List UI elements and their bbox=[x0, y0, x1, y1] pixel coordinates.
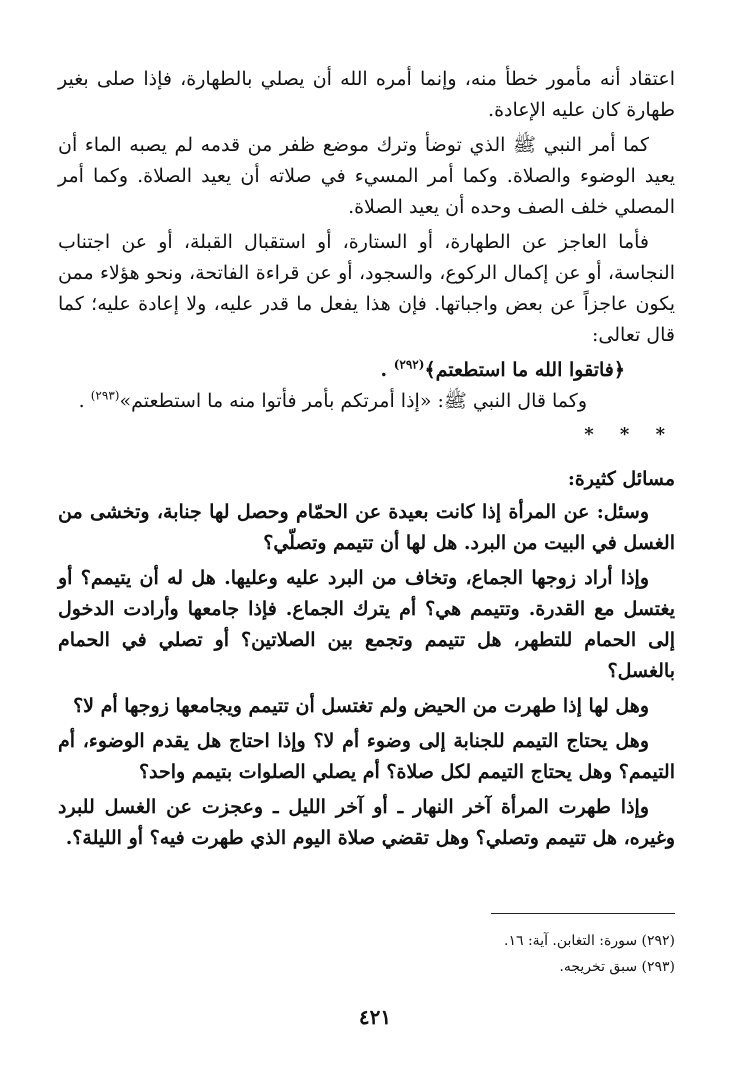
footnote-292: (٢٩٢) سورة: التغابن. آية: ١٦. bbox=[504, 933, 675, 949]
page-number: ٤٢١ bbox=[358, 1005, 392, 1029]
footnote-ref-292: (٢٩٢) bbox=[393, 357, 425, 372]
paragraph-2: كما أمر النبي ﷺ الذي توضأ وترك موضع ظفر من قدمه لم يصبه الماء أن يعيد الوضوء والصلاة. وكما أمر المسيء في صلاته أن يعيد الصلاة. وكما أمر المصلي خلف الصف وحده أن يعيد الصلاة. bbox=[58, 134, 675, 218]
section-heading: مسائل كثيرة: bbox=[567, 468, 675, 490]
footnote-divider bbox=[491, 913, 675, 914]
footnote-293: (٢٩٣) سبق تخريجه. bbox=[559, 959, 675, 975]
hadith-quote bbox=[58, 386, 675, 417]
footnote-ref-293: (٢٩٣) bbox=[90, 388, 120, 403]
question-5: وإذا طهرت المرأة آخر النهار ـ أو آخر الليل ـ وعجزت عن الغسل للبرد وغيره، هل تتيمم وتصلي؟ وهل تقضي صلاة اليوم الذي طهرت فيه؟ أو الليلة؟. bbox=[58, 796, 675, 849]
quran-verse bbox=[58, 355, 675, 386]
paragraph-3: فأما العاجز عن الطهارة، أو الستارة، أو استقبال القبلة، أو عن اجتناب النجاسة، أو عن إكمال الركوع، والسجود، أو عن قراءة الفاتحة، ونحو هؤلاء ممن يكون عاجزاً عن بعض واجباتها. فإن هذا يفعل ما قدر عليه، ولا إعادة عليه؛ كما قال تعالى: bbox=[58, 231, 675, 346]
main-text bbox=[58, 64, 675, 858]
question-4: وهل يحتاج التيمم للجنابة إلى وضوء أم لا؟ وإذا احتاج هل يقدم الوضوء، أم التيمم؟ وهل يحتاج التيمم لكل صلاة؟ أم يصلي الصلوات بتيمم واحد؟ bbox=[58, 730, 675, 783]
question-3: وهل لها إذا طهرت من الحيض ولم تغتسل أن تتيمم ويجامعها زوجها أم لا؟ bbox=[73, 695, 649, 717]
section-separator: * * * bbox=[584, 424, 675, 445]
verse-end: . bbox=[380, 359, 388, 381]
paragraph-1: اعتقاد أنه مأمور خطأ منه، وإنما أمره الله أن يصلي بالطهارة، فإذا صلى بغير طهارة كان عليه الإعادة. bbox=[58, 68, 675, 121]
hadith-text: وكما قال النبي ﷺ: «إذا أمرتكم بأمر فأتوا منه ما استطعتم» bbox=[119, 390, 587, 412]
question-1: وسئل: عن المرأة إذا كانت بعيدة عن الحمّام وحصل لها جنابة، وتخشى من الغسل في البيت من البرد. هل لها أن تتيمم وتصلّي؟ bbox=[58, 501, 675, 554]
footnotes bbox=[375, 928, 675, 980]
question-2: وإذا أراد زوجها الجماع، وتخاف من البرد عليه وعليها. هل له أن يتيمم؟ أو يغتسل مع القدرة. وتتيمم هي؟ أم يترك الجماع. فإذا جامعها وأرادت الدخول إلى الحمام للتطهر، هل تتيمم وتجمع بين الصلاتين؟ أو تصلي في الحمام بالغسل؟ bbox=[58, 567, 675, 682]
hadith-end: . bbox=[78, 390, 85, 412]
verse-text: ﴿فاتقوا الله ما استطعتم﴾ bbox=[424, 359, 625, 381]
